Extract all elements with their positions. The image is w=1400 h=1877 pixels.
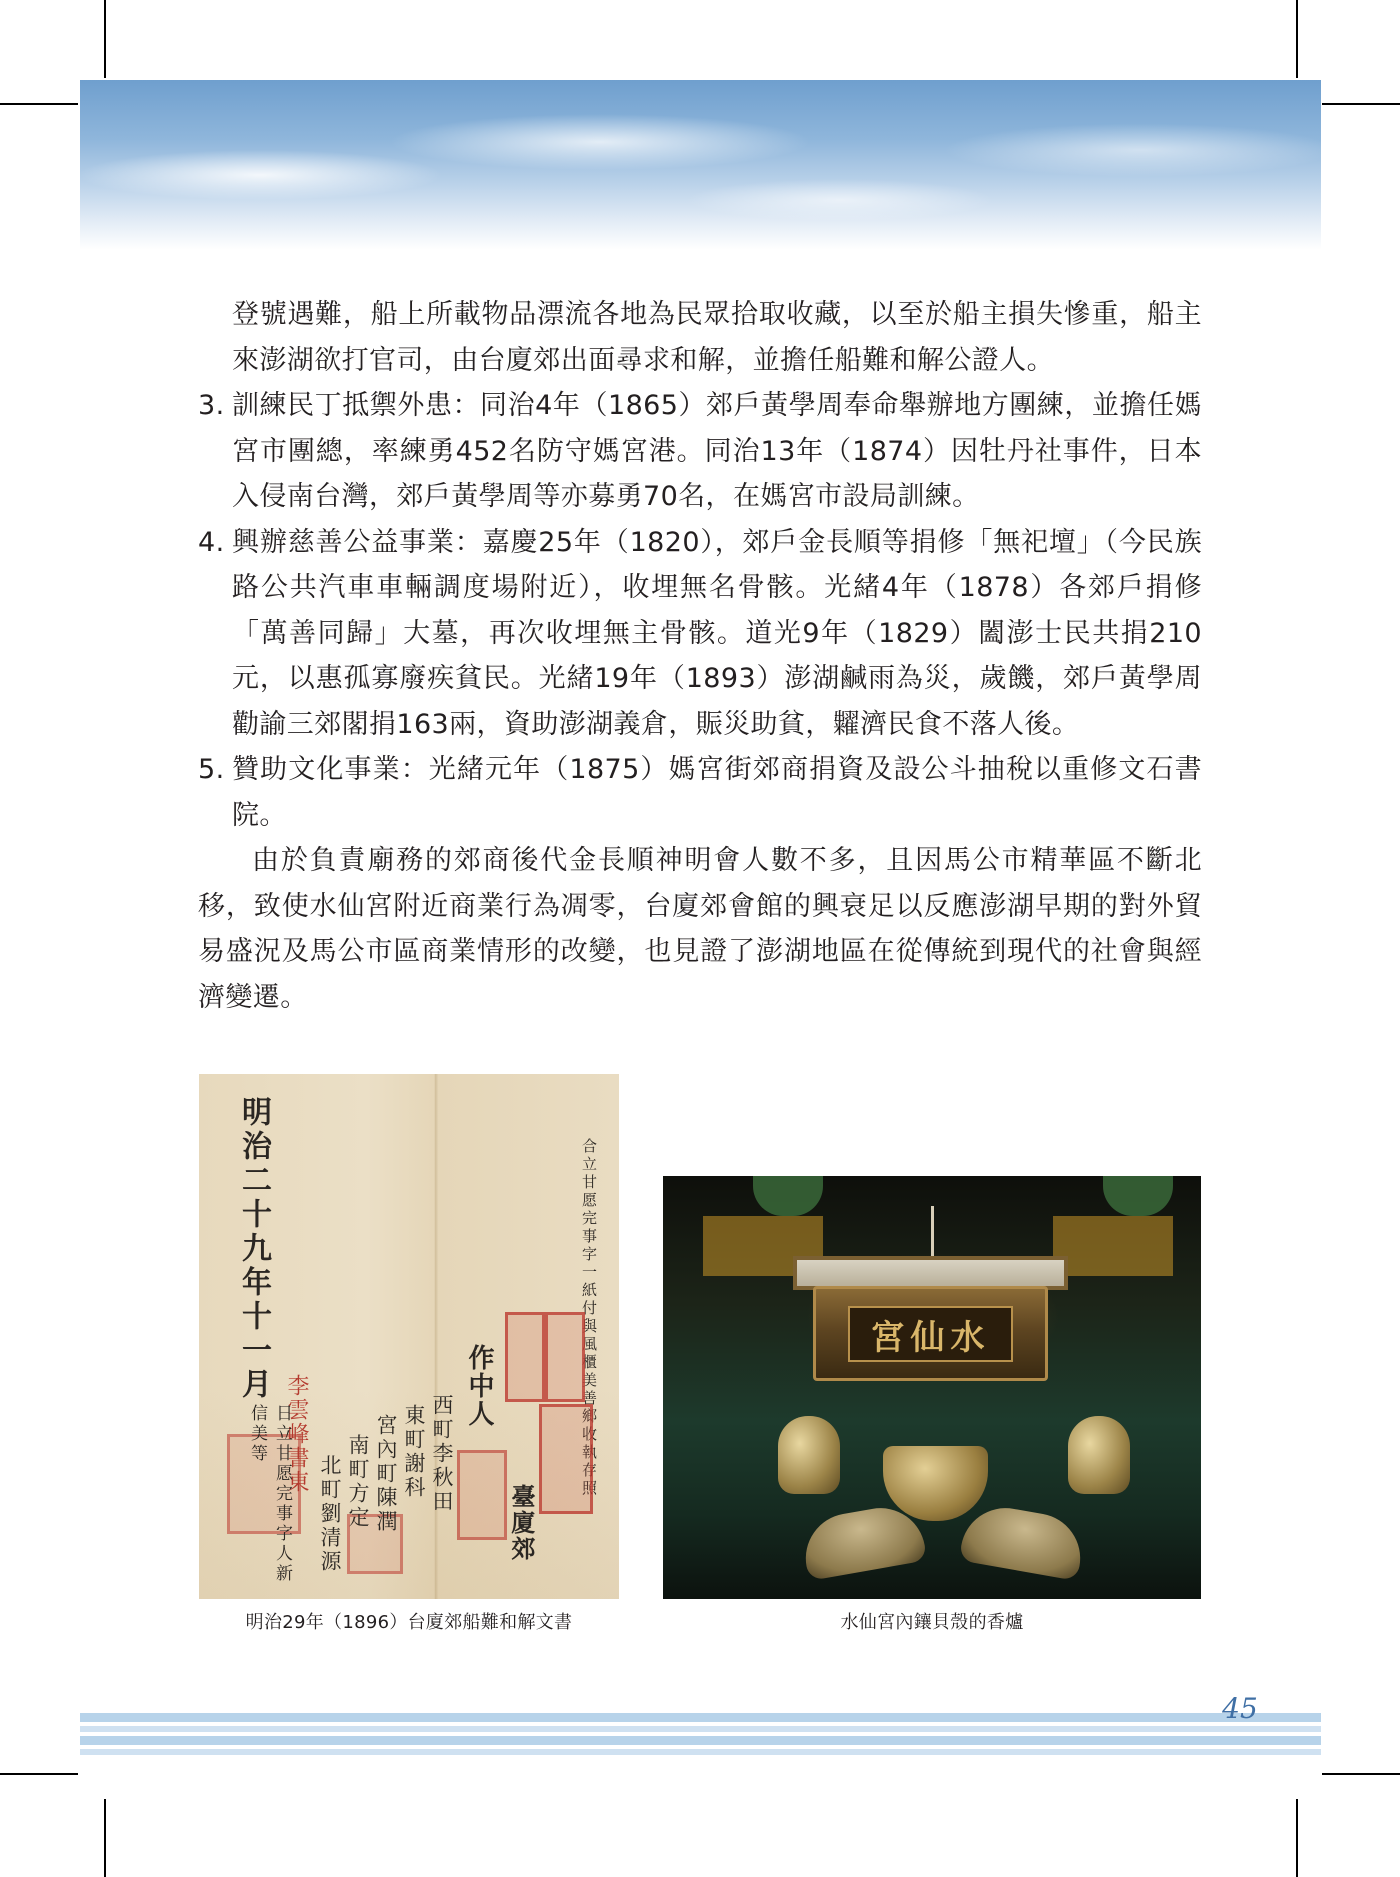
settlement-document-photo — [199, 1074, 619, 1599]
brass-incense-bowl — [883, 1446, 988, 1521]
red-seal — [539, 1404, 593, 1514]
document-caption: 明治29年（1896）台廈郊船難和解文書 — [245, 1612, 573, 1633]
censer-inscription: 宮仙水 — [848, 1306, 1013, 1362]
list-item-5 — [198, 747, 1202, 838]
crop-mark-bottom-left — [104, 1799, 106, 1877]
document-group-name: 臺廈郊 — [507, 1484, 536, 1562]
crop-mark-bottom-right — [1296, 1799, 1298, 1877]
crop-mark-left-top — [0, 103, 78, 105]
document-witness-label: 作中人 — [464, 1344, 494, 1428]
censer-rim — [793, 1256, 1068, 1290]
footer-stripe — [80, 1726, 1321, 1732]
continued-paragraph: 登號遇難，船上所載物品漂流各地為民眾拾取收藏，以至於船主損失慘重，船主來澎湖欲打官司，由台廈郊出面尋求和解，並擔任船難和解公證人。 — [232, 299, 1202, 376]
list-item-text: 興辦慈善公益事業：嘉慶25年（1820），郊戶金長順等捐修「無祀壇」（今民族路公共汽車車輛調度場附近），收埋無名骨骸。光緒4年（1878）各郊戶捐修「萬善同歸」大墓，再次收埋無主骨骸。道光9年（1829）闔澎士民共捐210元，以惠孤寡廢疾貧民。光緒19年（1893）澎湖鹹雨為災，歲饑，郊戶黃學周勸諭三郊閣捐163兩，資助澎湖義倉，賑災助貧，糶濟民食不落人後。 — [232, 526, 1202, 740]
red-seal — [457, 1450, 507, 1540]
document-name: 宮內町陳潤 — [374, 1414, 398, 1534]
shell-ornament — [959, 1501, 1088, 1581]
document-name: 南町方定 — [346, 1434, 370, 1530]
list-item-3 — [198, 383, 1202, 520]
red-seal — [545, 1312, 585, 1402]
summary-paragraph: 由於負責廟務的郊商後代金長順神明會人數不多，且因馬公市精華區不斷北移，致使水仙宮附近商業行為凋零，台廈郊會館的興衰足以反應澎湖早期的對外貿易盛況及馬公市區商業情形的改變，也見證了澎湖地區在從傳統到現代的社會與經濟變遷。 — [198, 845, 1202, 1013]
page-body-text — [198, 292, 1202, 1020]
sky-header-banner — [80, 80, 1321, 250]
document-name: 東町謝科 — [402, 1404, 426, 1500]
footer-stripe — [80, 1736, 1321, 1745]
censer-photo — [663, 1176, 1201, 1599]
list-item-number: 4. — [198, 526, 225, 558]
footer-stripe — [80, 1713, 1321, 1722]
altar-cloth — [1053, 1216, 1173, 1276]
document-name: 西町李秋田 — [430, 1394, 454, 1514]
crop-mark-top-left — [104, 0, 106, 78]
censer-caption: 水仙宮內鑲貝殼的香爐 — [840, 1612, 1024, 1633]
crop-mark-right-top — [1322, 103, 1400, 105]
brass-jar — [778, 1416, 840, 1494]
red-seal — [505, 1312, 545, 1402]
document-red-writer: 李雲峰書東 — [284, 1374, 309, 1494]
list-item-text: 贊助文化事業：光緒元年（1875）媽宮街郊商捐資及設公斗抽稅以重修文石書院。 — [232, 754, 1202, 831]
list-item-number: 5. — [198, 754, 225, 785]
plant-decoration — [1103, 1176, 1173, 1216]
footer-stripe — [80, 1749, 1321, 1755]
document-name: 北町劉清源 — [318, 1454, 342, 1574]
document-right-column: 合立甘愿完事字一紙付與風櫃美善鄉收執存照 — [580, 1138, 598, 1498]
crop-mark-left-bottom — [0, 1773, 78, 1775]
list-item-4 — [198, 520, 1202, 748]
document-date-column: 明治二十九年十一月 — [236, 1096, 271, 1402]
crop-mark-top-right — [1296, 0, 1298, 78]
list-item-number: 3. — [198, 390, 225, 421]
plant-decoration — [753, 1176, 823, 1216]
crop-mark-right-bottom — [1322, 1773, 1400, 1775]
brass-jar — [1068, 1416, 1130, 1494]
page-number: 45 — [1222, 1692, 1258, 1725]
list-item-text: 訓練民丁抵禦外患：同治4年（1865）郊戶黃學周奉命舉辦地方團練，並擔任媽宮市團總，率練勇452名防守媽宮港。同治13年（1874）因牡丹社事件，日本入侵南台灣，郊戶黃學周等亦募勇70名，在媽宮市設局訓練。 — [232, 390, 1202, 512]
document-left-column: 日立甘愿完事字人新信美等 — [247, 1404, 292, 1584]
